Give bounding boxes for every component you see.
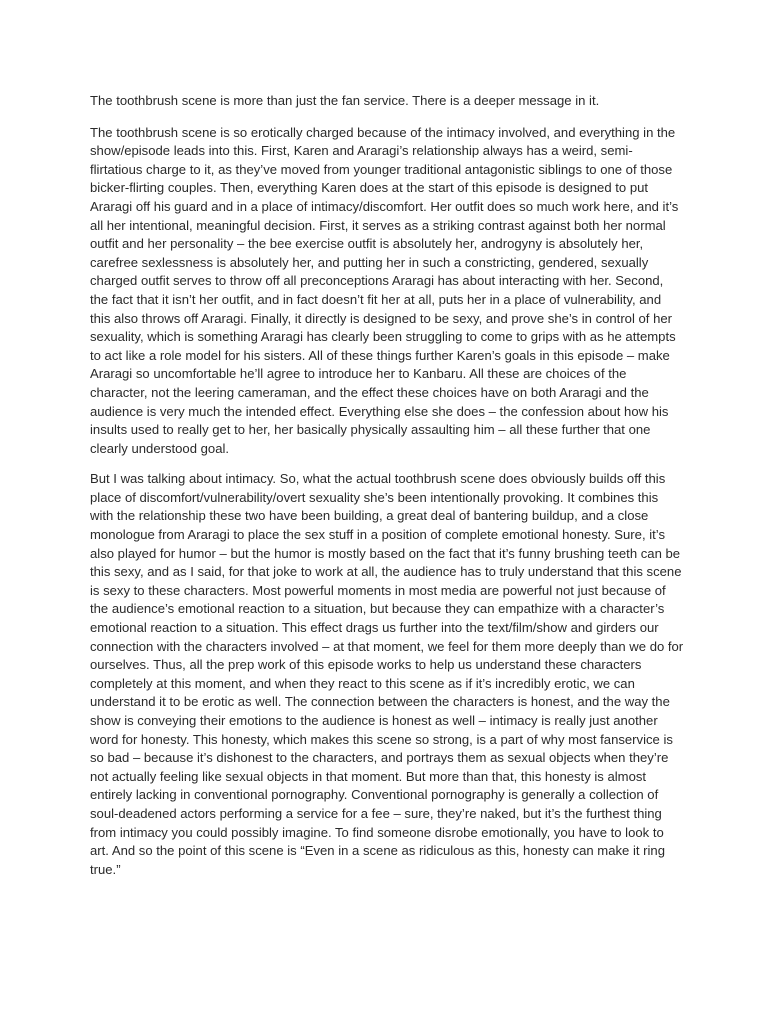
body-paragraph-intimacy: But I was talking about intimacy. So, what the actual toothbrush scene does obviously builds off this place of discomfort/vulnerability/overt sexuality she’s been intentionally provoking. It combines this with the relationship these two have been building, a great deal of bantering buildup, and a close monologue from Araragi to place the sex stuff in a position of complete emotional honesty. Sure, it’s also played for humor – but the humor is mostly based on the fact that it’s funny brushing teeth can be this sexy, and as I said, for that joke to work at all, the audience has to truly understand that this scene is sexy to these characters. Most powerful moments in most media are powerful not just because of the audience’s emotional reaction to a situation, but because they can empathize with a character’s emotional reaction to a situation. This effect drags us further into the text/film/show and girders our connection with the characters involved – at that moment, we feel for them more deeply than we do for ourselves. Thus, all the prep work of this episode works to help us understand these characters completely at this moment, and when they react to this scene as if it’s incredibly erotic, we can understand it to be erotic as well. The connection between the characters is honest, and the way the show is conveying their emotions to the audience is honest as well – intimacy is really just another word for honesty. This honesty, which makes this scene so strong, is a part of why most fanservice is so bad – because it’s dishonest to the characters, and portrays them as sexual objects when they’re not actually feeling like sexual objects in that moment. But more than that, this honesty is almost entirely lacking in conventional pornography. Conventional pornography is generally a collection of soul-deadened actors performing a service for a fee – sure, they’re naked, but it’s the furthest thing from intimacy you could possibly imagine. To find someone disrobe emotionally, you have to look to art. And so the point of this scene is “Even in a scene as ridiculous as this, honesty can make it ring true.”: [90, 471, 684, 877]
document-page: [90, 92, 685, 891]
body-paragraph-outfit: The toothbrush scene is so erotically charged because of the intimacy involved, and everything in the show/episode leads into this. First, Karen and Araragi’s relationship always has a weird, semi-flirtatious charge to it, as they’ve moved from younger traditional antagonistic siblings to one of those bicker-flirting couples. Then, everything Karen does at the start of this episode is designed to put Araragi off his guard and in a place of intimacy/discomfort. Her outfit does so much work here, and it’s all her intentional, meaningful decision. First, it serves as a striking contrast against both her normal outfit and her personality – the bee exercise outfit is absolutely her, androgyny is absolutely her, carefree sexlessness is absolutely her, and putting her in such a constricting, gendered, sexually charged outfit serves to throw off all preconceptions Araragi has about interacting with her. Second, the fact that it isn’t her outfit, and in fact doesn’t fit her at all, puts her in a place of vulnerability, and this also throws off Araragi. Finally, it directly is designed to be sexy, and prove she’s in control of her sexuality, which is something Araragi has clearly been struggling to come to grips with as he attempts to act like a role model for his sisters. All of these things further Karen’s goals in this episode – make Araragi so uncomfortable he’ll agree to introduce her to Kanbaru. All these are choices of the character, not the leering cameraman, and the effect these choices have on both Araragi and the audience is very much the intended effect. Everything else she does – the confession about how his insults used to really get to her, her basically physically assaulting him – all these further that one clearly understood goal.: [90, 124, 679, 456]
intro-paragraph: The toothbrush scene is more than just the fan service. There is a deeper message in it.: [90, 93, 600, 108]
